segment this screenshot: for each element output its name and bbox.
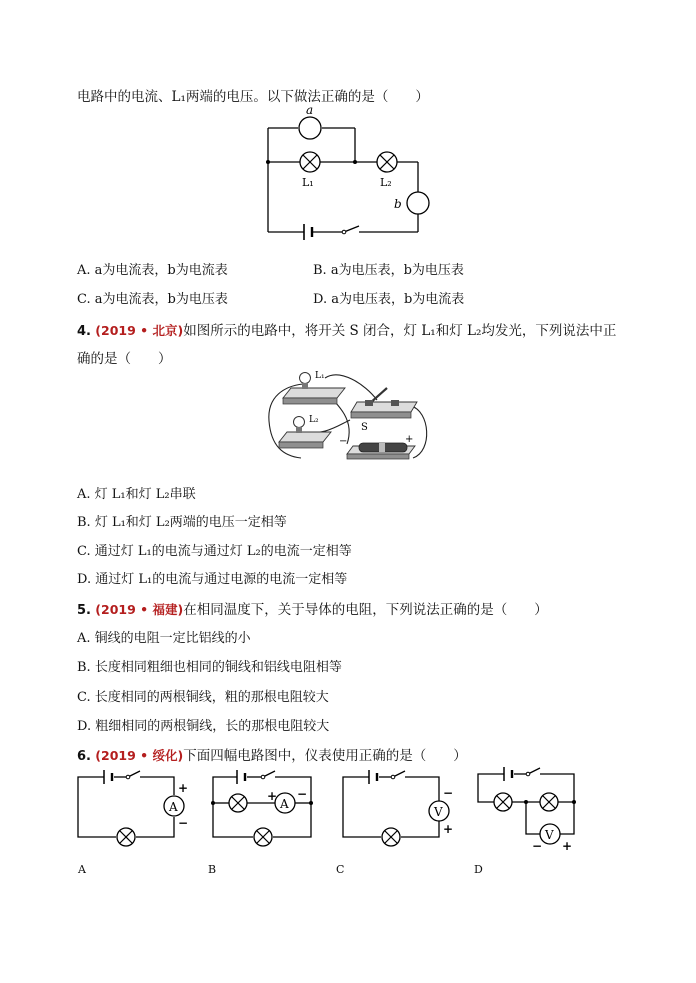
svg-text:−: − [443,786,454,800]
q5-stem: 5. (2019 • 福建)在相同温度下，关于导体的电阻，下列说法正确的是（ ） [77,602,548,618]
svg-text:+: + [267,789,278,803]
q4-option-b[interactable]: B. 灯 L₁和灯 L₂两端的电压一定相等 [77,515,287,530]
q4-lamp1-label: L₁ [315,371,325,381]
meter-b-label: b [394,197,402,211]
q6-stem: 6. (2019 • 绥化)下面四幅电路图中，仪表使用正确的是（ ） [77,748,467,764]
q3-option-b[interactable]: B. a为电压表，b为电压表 [313,263,464,278]
voltmeter-label-c: V [434,805,443,819]
svg-text:+: + [562,839,573,853]
q5-source: (2019 • 福建) [95,602,184,617]
q4-minus-label: − [339,436,348,447]
q4-option-c[interactable]: C. 通过灯 L₁的电流与通过灯 L₂的电流一定相等 [77,544,352,559]
q6-label-d: D [474,863,483,876]
q3-circuit-figure [260,103,435,248]
svg-text:−: − [297,787,308,801]
ammeter-label-b: A [280,797,289,811]
q4-circuit-photo-figure [265,366,435,466]
q4-source: (2019 • 北京) [95,323,184,338]
q6-label-c: C [336,863,345,876]
q6-label-b: B [208,863,217,876]
lamp-l1-label: L₁ [302,176,314,189]
q5-option-b[interactable]: B. 长度相同粗细也相同的铜线和铝线电阻相等 [77,660,342,675]
q4-switch-label: S [361,422,368,433]
q4-stem-line-1: 4. (2019 • 北京)如图所示的电路中，将开关 S 闭合，灯 L₁和灯 L₂均发光，下列说法中正 [77,323,617,339]
q5-option-d[interactable]: D. 粗细相同的两根铜线，长的那根电阻较大 [77,719,330,734]
q6-circuit-a[interactable] [70,765,195,845]
meter-b-circle [407,192,429,214]
svg-text:−: − [532,839,543,853]
q6-circuit-b[interactable] [205,765,325,845]
voltmeter-label-d: V [545,828,554,842]
lamp-l2-label: L₂ [380,176,392,189]
q4-stem-line-2: 确的是（ ） [77,351,172,367]
svg-text:−: − [178,816,189,830]
q3-stem: 电路中的电流、L₁两端的电压。以下做法正确的是（ ） [77,89,429,105]
q4-plus-label: + [405,434,414,445]
q3-option-d[interactable]: D. a为电压表，b为电流表 [313,292,465,307]
ammeter-label-a: A [169,800,178,814]
meter-a-circle [299,117,321,139]
svg-text:+: + [178,781,189,795]
q3-option-a[interactable]: A. a为电流表，b为电流表 [77,263,228,278]
q4-option-d[interactable]: D. 通过灯 L₁的电流与通过电源的电流一定相等 [77,572,348,587]
q4-lamp2-label: L₂ [309,415,319,425]
q6-number: 6. [77,749,91,764]
q5-number: 5. [77,603,91,618]
q4-number: 4. [77,324,91,339]
meter-a-label: a [306,103,314,117]
q3-option-c[interactable]: C. a为电流表，b为电压表 [77,292,228,307]
q5-option-c[interactable]: C. 长度相同的两根铜线，粗的那根电阻较大 [77,690,329,705]
q6-circuit-c[interactable] [335,765,460,845]
q6-label-a: A [78,863,86,876]
q6-circuit-d[interactable] [470,762,585,852]
q5-option-a[interactable]: A. 铜线的电阻一定比铝线的小 [77,631,251,646]
svg-text:+: + [443,822,454,836]
q6-source: (2019 • 绥化) [95,748,184,763]
q4-option-a[interactable]: A. 灯 L₁和灯 L₂串联 [77,487,196,502]
